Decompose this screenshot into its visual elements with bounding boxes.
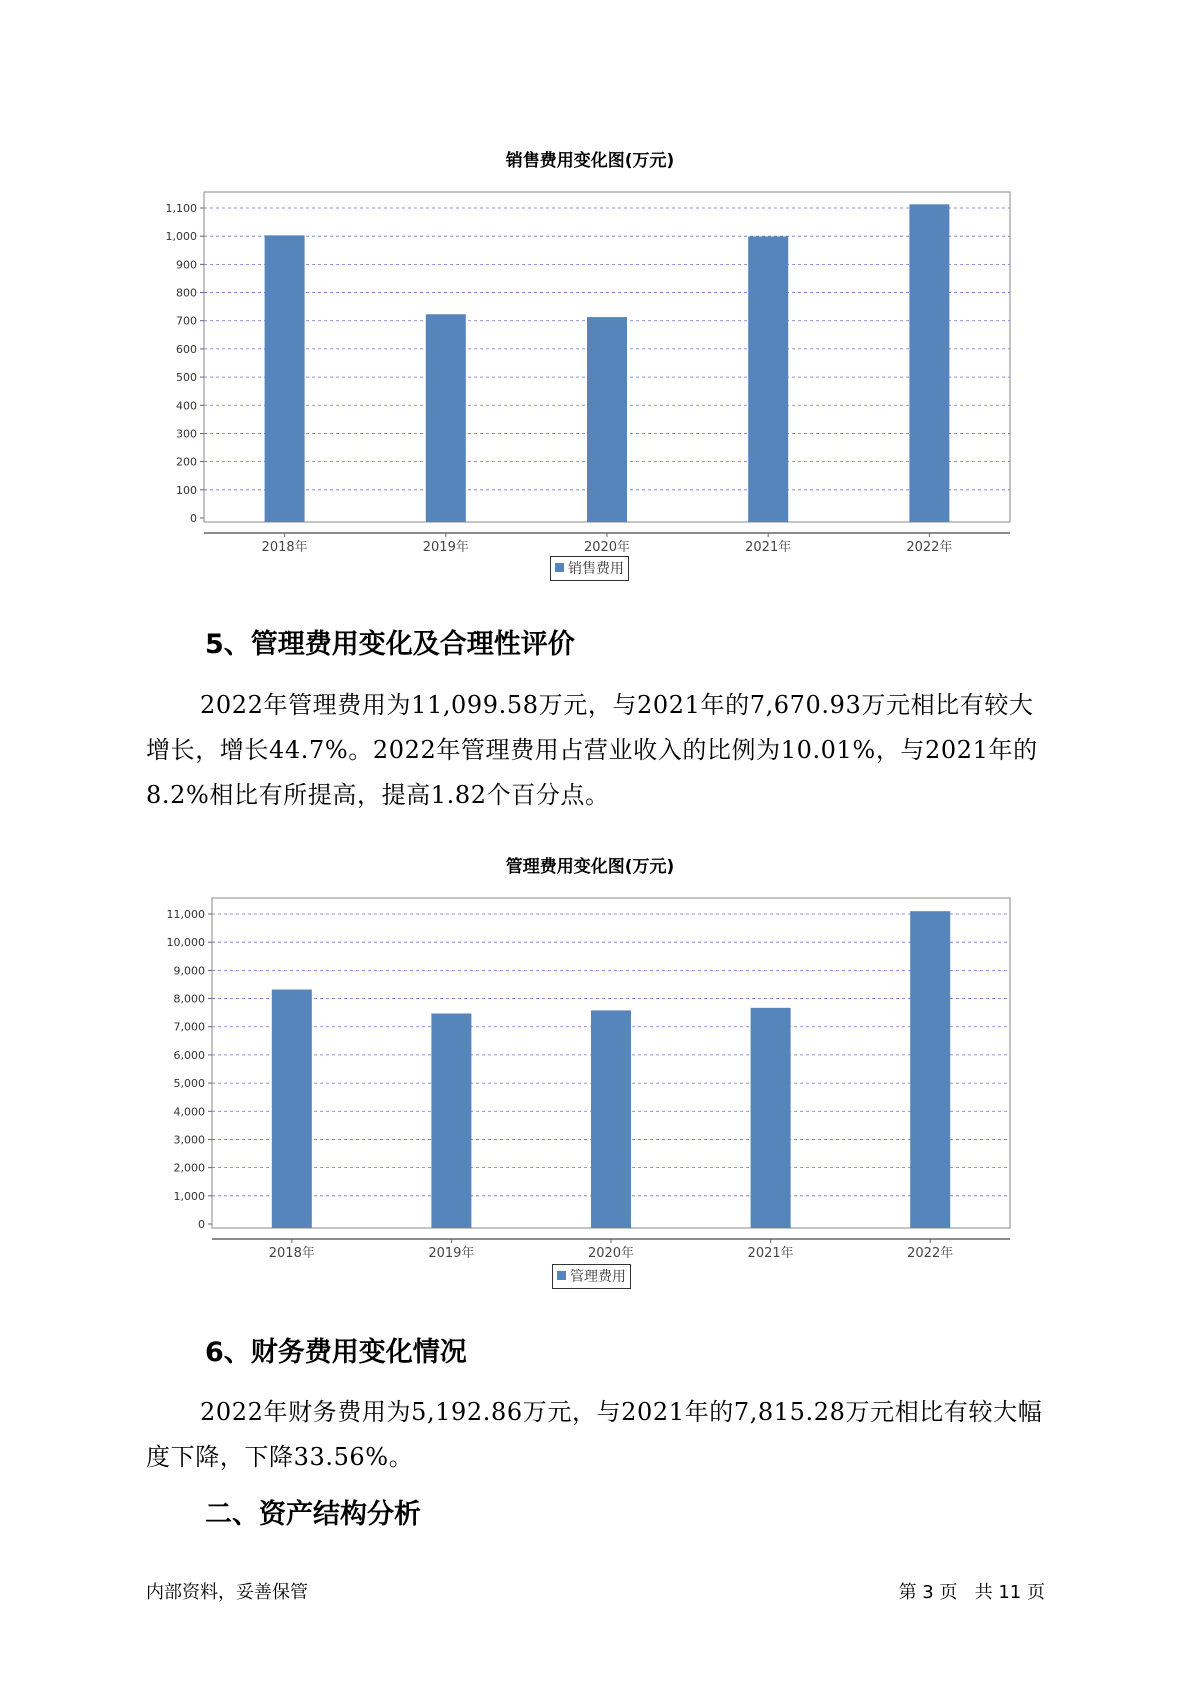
section-heading-asset-structure: 二、资产结构分析 xyxy=(205,1499,421,1530)
bar xyxy=(272,990,312,1228)
chart-canvas xyxy=(150,188,1030,588)
bar xyxy=(431,1013,471,1228)
bar xyxy=(426,314,466,522)
footer-page-number: 第 3 页 共 11 页 xyxy=(898,1582,1045,1603)
y-tick-label: 2,000 xyxy=(173,1161,205,1175)
y-tick-label: 1,100 xyxy=(165,202,197,215)
y-tick-label: 400 xyxy=(176,399,197,413)
x-tick-label: 2020年 xyxy=(587,1246,635,1261)
y-tick-label: 500 xyxy=(176,371,197,385)
y-tick-label: 600 xyxy=(176,342,197,356)
y-tick-label: 100 xyxy=(176,483,197,497)
bar xyxy=(909,204,949,522)
y-tick-label: 10,000 xyxy=(166,936,205,950)
y-tick-label: 1,000 xyxy=(165,230,197,244)
y-tick-label: 700 xyxy=(176,314,197,328)
x-tick-label: 2018年 xyxy=(268,1246,315,1261)
y-tick-label: 0 xyxy=(198,1218,205,1231)
legend-swatch xyxy=(557,1271,566,1280)
y-tick-label: 200 xyxy=(176,455,197,469)
x-tick-label: 2021年 xyxy=(747,1246,794,1261)
x-tick-label: 2019年 xyxy=(422,540,469,555)
section-heading-management-expense: 5、管理费用变化及合理性评价 xyxy=(205,629,575,660)
sales-expense-chart xyxy=(150,138,1030,588)
x-tick-label: 2020年 xyxy=(583,540,631,555)
y-tick-label: 5,000 xyxy=(173,1077,205,1091)
finance-expense-paragraph: 2022年财务费用为5,192.86万元，与2021年的7,815.28万元相比有较大幅度下降，下降33.56%。 xyxy=(146,1398,1043,1471)
y-tick-label: 11,000 xyxy=(166,908,205,921)
bar xyxy=(587,317,627,522)
bar xyxy=(591,1010,631,1228)
section-heading-finance-expense: 6、财务费用变化情况 xyxy=(205,1337,467,1368)
y-tick-label: 7,000 xyxy=(173,1020,205,1034)
management-expense-paragraph: 2022年管理费用为11,099.58万元，与2021年的7,670.93万元相比有较大增长，增长44.7%。2022年管理费用占营业收入的比例为10.01%，与2021年的8.2%相比有所提高，提高1.82个百分点。 xyxy=(146,691,1038,809)
legend-label: 销售费用 xyxy=(568,561,624,577)
y-tick-label: 800 xyxy=(176,286,197,300)
y-tick-label: 4,000 xyxy=(173,1105,205,1119)
x-tick-label: 2019年 xyxy=(428,1246,475,1261)
bar xyxy=(910,911,950,1228)
bar xyxy=(751,1008,791,1228)
x-tick-label: 2022年 xyxy=(906,540,953,555)
chart-legend xyxy=(550,556,629,581)
y-tick-label: 1,000 xyxy=(173,1189,205,1203)
bar xyxy=(748,236,788,522)
bar xyxy=(265,235,305,522)
x-tick-label: 2018年 xyxy=(261,540,308,555)
x-tick-label: 2021年 xyxy=(745,540,792,555)
x-tick-label: 2022年 xyxy=(907,1246,954,1261)
chart-legend xyxy=(552,1264,631,1289)
chart-title: 销售费用变化图(万元) xyxy=(505,151,675,171)
footer-confidential-note: 内部资料，妥善保管 xyxy=(146,1582,308,1603)
management-expense-chart xyxy=(150,844,1030,1294)
y-tick-label: 300 xyxy=(176,427,197,441)
legend-label: 管理费用 xyxy=(570,1269,626,1285)
y-tick-label: 6,000 xyxy=(173,1048,205,1062)
y-tick-label: 900 xyxy=(176,258,197,272)
y-tick-label: 8,000 xyxy=(173,992,205,1006)
y-tick-label: 0 xyxy=(190,512,197,525)
legend-swatch xyxy=(555,563,564,572)
chart-title: 管理费用变化图(万元) xyxy=(505,857,675,877)
y-tick-label: 3,000 xyxy=(173,1133,205,1147)
y-tick-label: 9,000 xyxy=(173,964,205,978)
chart-canvas xyxy=(150,894,1030,1294)
